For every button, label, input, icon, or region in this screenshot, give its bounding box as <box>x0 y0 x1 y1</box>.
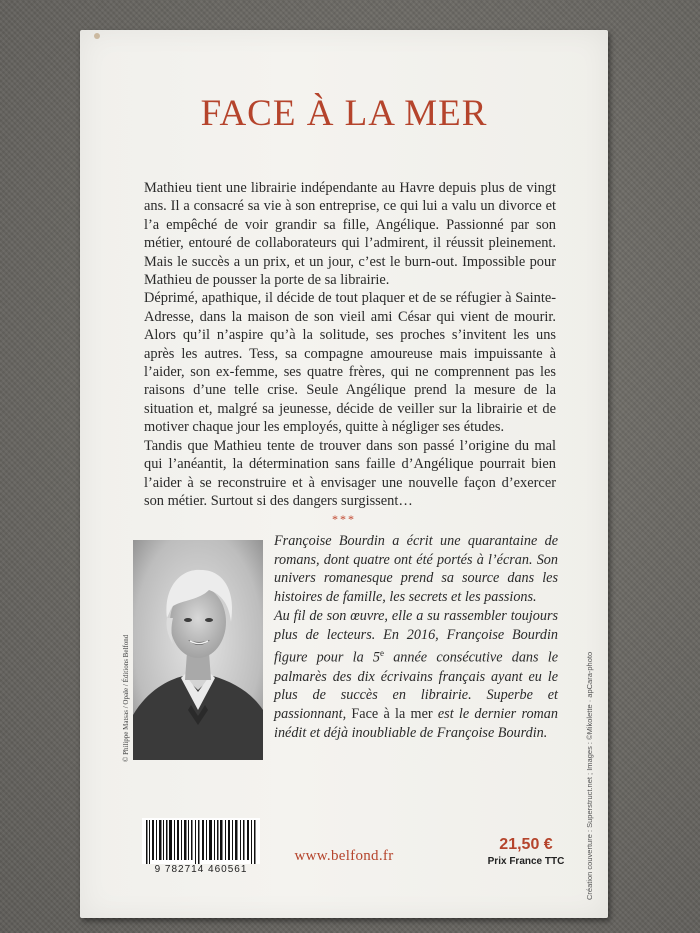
bio-paragraph-1: Françoise Bourdin a écrit une quarantaine de romans, dont quatre ont été portés à l’écran. Son univers romanesque prend sa source dans les histoires de famille, les secrets et les passions. <box>274 533 558 606</box>
blurb-paragraph-2: Déprimé, apathique, il décide de tout plaquer et de se réfugier à Sainte-Adresse, dans la maison de son vieil ami César qui vient de mourir. Alors qu’il n’aspire qu’à la solitude, ses proches s’invitent les uns après les autres. Tess, sa compagne amoureuse mais impuissante à l’aider, son ex-femme, ses quatre frères, qui ne comprennent pas les raisons d’une telle crise. Seule Angélique prend la mesure de la situation et, malgré sa jeunesse, décide de veiller sur la librairie et de motiver chaque jour les employés, quitte à négliger ses études. <box>144 290 556 436</box>
bio-book-title: Face à la mer <box>351 706 433 723</box>
bio-text-c: est le dernier roman inédit et déjà inoubliable de Françoise Bourdin. <box>274 706 558 741</box>
publisher-url: www.belfond.fr <box>294 848 394 864</box>
price: 21,50 € <box>499 836 553 853</box>
blurb-text <box>144 179 556 510</box>
cover-credit <box>585 570 595 900</box>
bio-text-b: année consécutive dans le palmarès des dix écrivains français ayant eu le plus de succès en librairie. Superbe et passionnant, <box>274 649 558 723</box>
isbn-number: 9 782714 460561 <box>154 864 248 875</box>
bio-superscript: e <box>379 648 384 659</box>
bio-paragraph-2 <box>274 607 558 743</box>
photo-credit <box>122 542 132 762</box>
cover-mark <box>94 33 100 39</box>
book-title: FACE À LA MER <box>200 93 488 134</box>
blurb-paragraph-1: Mathieu tient une librairie indépendante au Havre depuis plus de vingt ans. Il a consacré sa vie à son entreprise, ce qui lui a valu un divorce et l’a empêché de voir grandir sa fille, Angélique. Passionné par son métier, entouré de collaborateurs qui l’admirent, il réussit pleinement. Mais le succès a un prix, et un jour, c’est le burn-out. Impossible pour Mathieu de pousser la porte de sa librairie. <box>144 180 556 289</box>
bio-text-a: Au fil de son œuvre, elle a su rassembler toujours plus de lecteurs. En 2016, Françoise Bourdin figure pour la 5 <box>274 607 558 666</box>
blurb-paragraph-3: Tandis que Mathieu tente de trouver dans son passé l’origine du mal qui l’anéantit, la détermination sans faille d’Angélique pourrait bien l’aider à se reconstruire et à envisager une nouvelle façon d’exercer son métier. Surtout si des dangers surgissent… <box>144 437 556 509</box>
book-back-cover <box>80 30 608 918</box>
cover-credit-text: Création couverture : Superstruct.net ; Images : ©Mikolette · apCara-photo <box>585 651 594 900</box>
author-bio <box>274 532 558 742</box>
author-photo <box>133 540 263 760</box>
photo-credit-text: © Philippe Matsas / Opale / Éditions Belfond <box>122 634 130 762</box>
author-portrait-image <box>133 540 263 760</box>
price-label: Prix France TTC <box>487 856 565 867</box>
section-separator: *** <box>332 512 356 526</box>
